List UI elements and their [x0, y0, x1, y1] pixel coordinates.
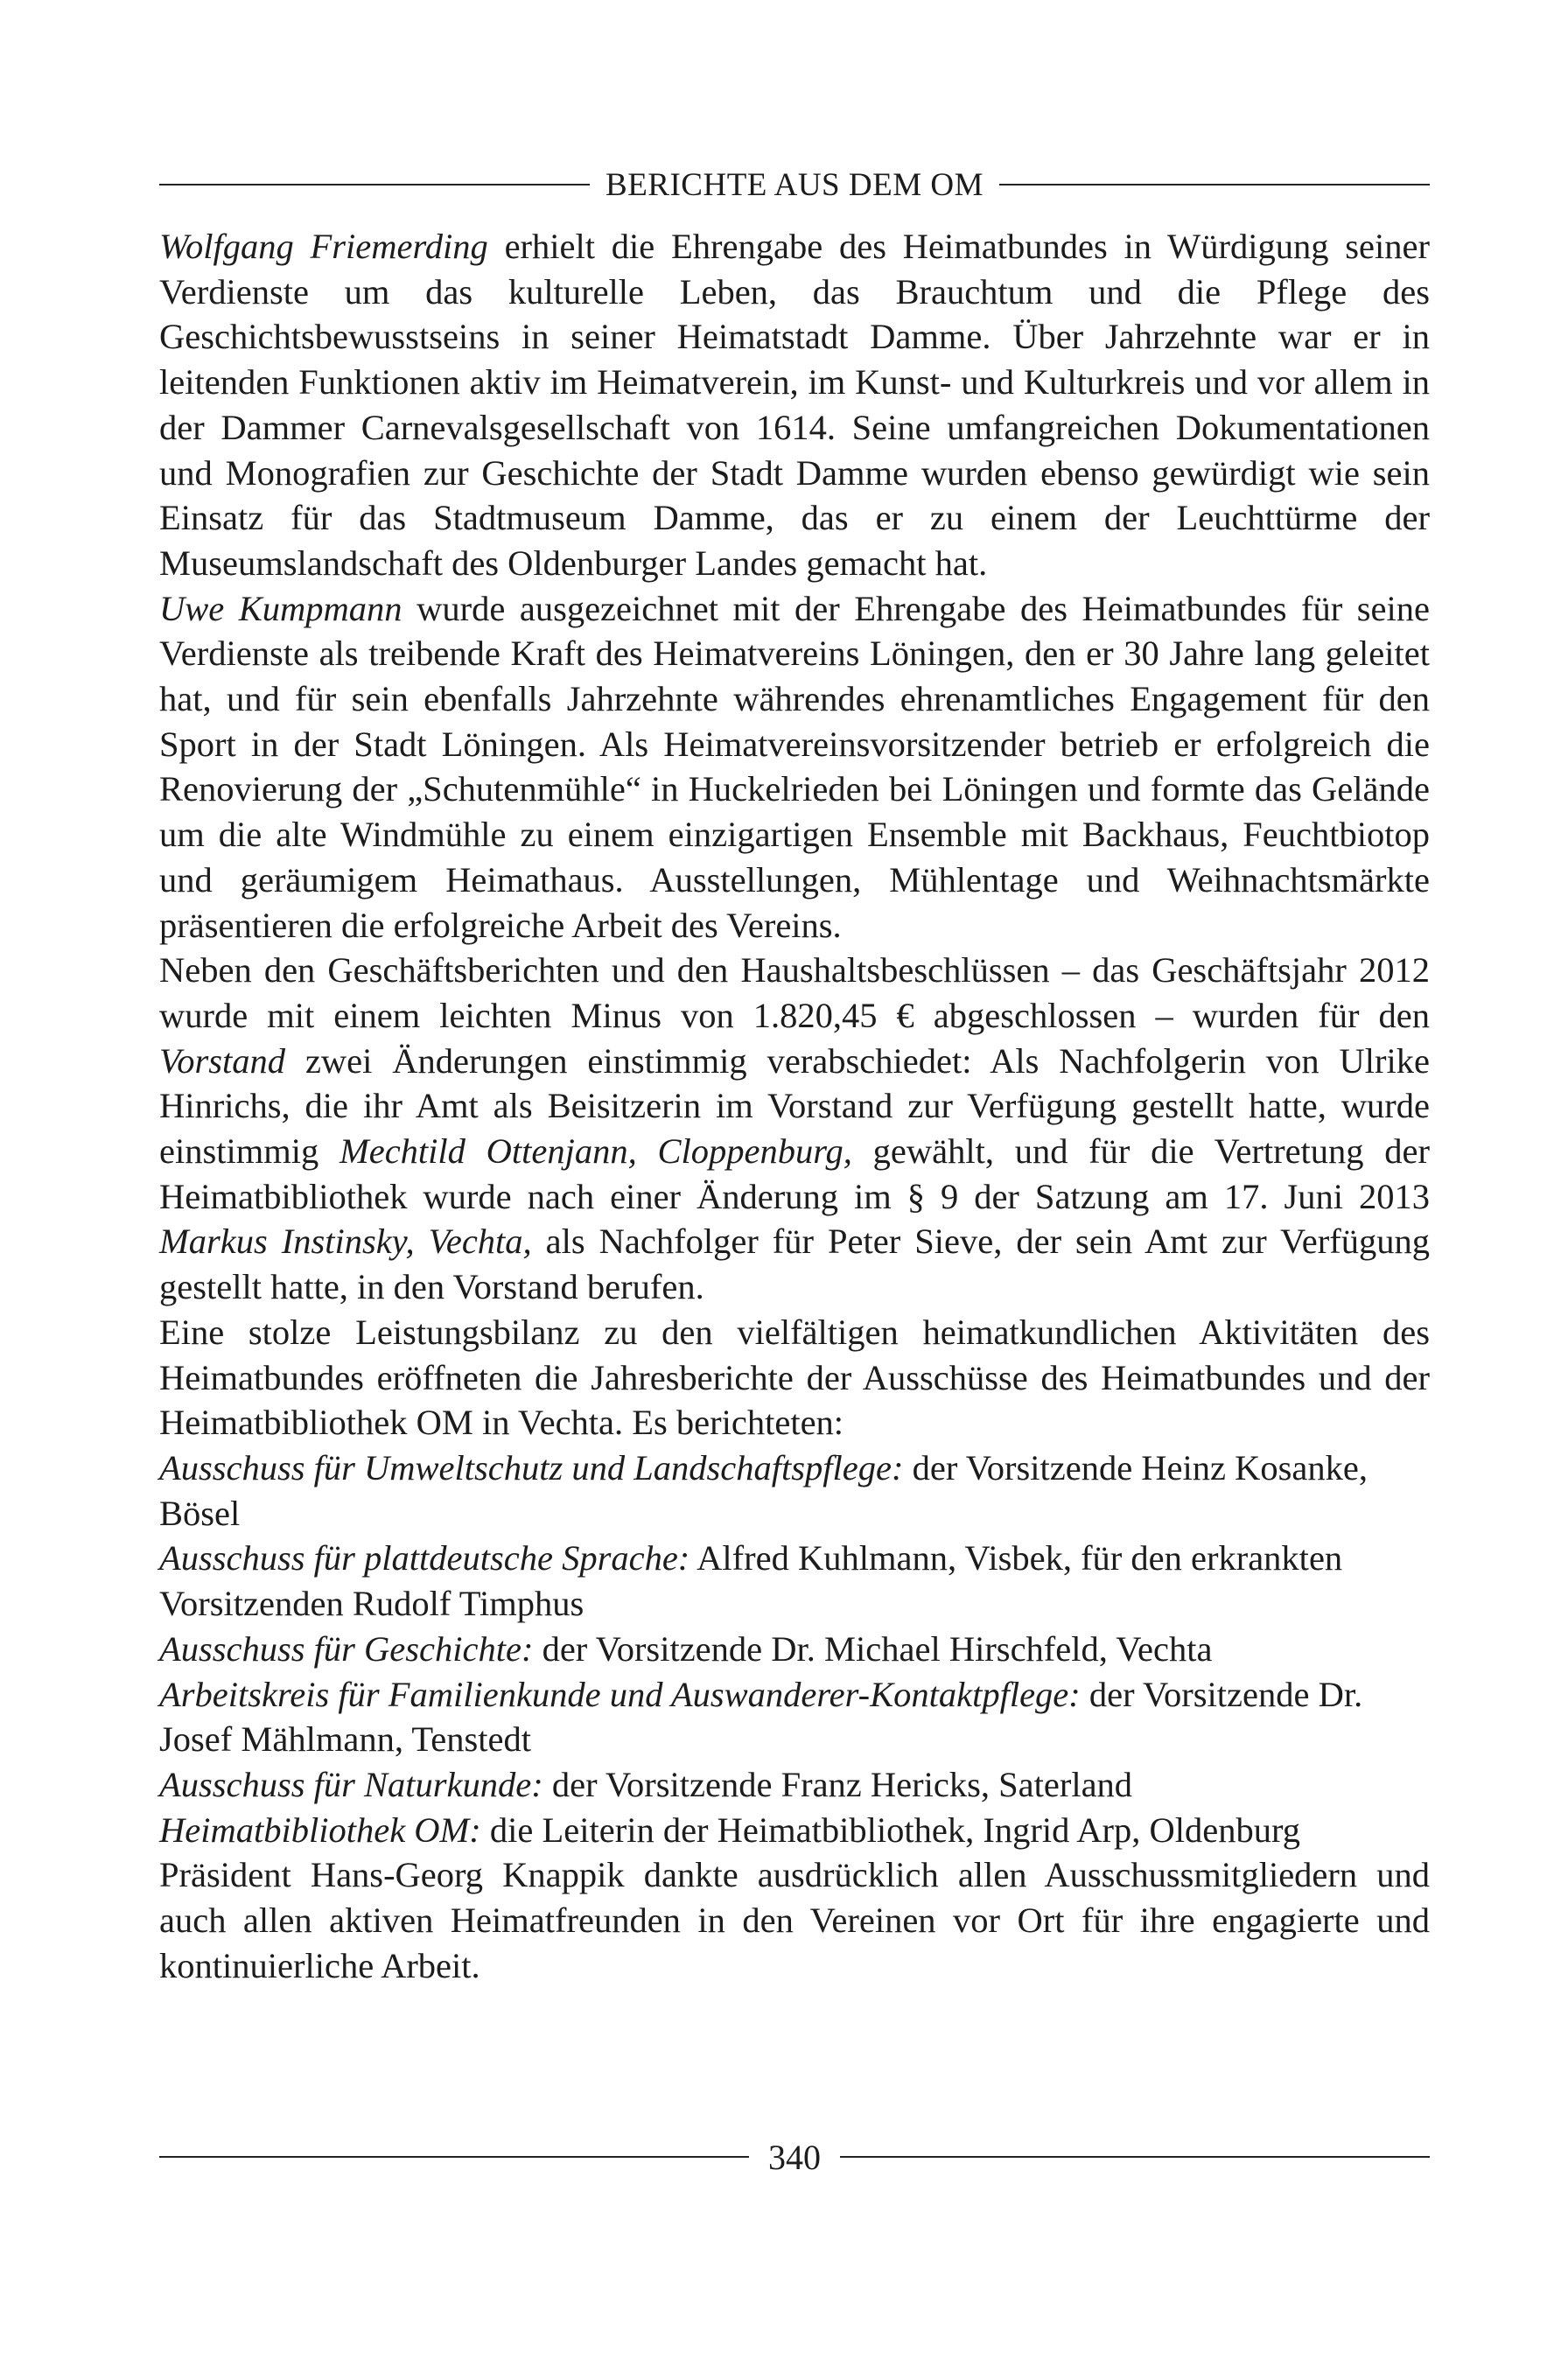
body-text: [159, 224, 1430, 1988]
paragraph-text: gewählt, und für die Vertretung der Heimatbibliothek wurde nach einer Änderung im § 9 der Satzung am 17. Juni 2013: [159, 1131, 1430, 1216]
page-number: 340: [768, 2137, 821, 2177]
paragraph-reports-intro: [159, 1310, 1430, 1446]
paragraph-friemerding: [159, 224, 1430, 586]
paragraph-text: Präsident Hans-Georg Knappik dankte ausdrücklich allen Ausschussmitgliedern und auch allen aktiven Heimatfreunden in den Vereinen vor Ort für ihre engagierte und kontinuierliche Arbeit.: [159, 1855, 1430, 1985]
committee-text: der Vorsitzende Dr. Michael Hirschfeld, Vechta: [533, 1628, 1213, 1669]
committee-entry: [159, 1446, 1430, 1536]
committee-entry: [159, 1627, 1430, 1672]
person-name: Mechtild Ottenjann, Cloppenburg,: [339, 1131, 852, 1172]
person-name: Uwe Kumpmann: [159, 588, 402, 628]
committee-entry: [159, 1672, 1430, 1762]
committee-label: Ausschuss für Geschichte:: [159, 1628, 534, 1669]
committee-label: Ausschuss für Umweltschutz und Landschaftspflege:: [159, 1447, 904, 1488]
committee-label: Ausschuss für plattdeutsche Sprache:: [159, 1538, 690, 1578]
paragraph-text: Eine stolze Leistungsbilanz zu den vielfältigen heimatkundlichen Aktivitäten des Heimatbundes eröffneten die Jahresberichte der Ausschüsse des Heimatbundes und der Heimatbibliothek OM in Vechta. Es berichteten:: [159, 1312, 1430, 1443]
paragraph-closing: [159, 1852, 1430, 1988]
italic-term: Vorstand: [159, 1040, 286, 1081]
committee-label: Ausschuss für Naturkunde:: [159, 1764, 543, 1804]
paragraph-text: erhielt die Ehrengabe des Heimatbundes in Würdigung seiner Verdienste um das kulturelle Leben, das Brauchtum und die Pflege des Geschichtsbewusstseins in seiner Heimatstadt Damme. Über Jahrzehnte war er in leitenden Funktionen aktiv im Heimatverein, im Kunst- und Kulturkreis und vor allem in der Dammer Carnevalsgesellschaft von 1614. Seine umfangreichen Dokumentationen und Monografien zur Geschichte der Stadt Damme wurden ebenso gewürdigt wie sein Einsatz für das Stadtmuseum Damme, das er zu einem der Leuchttürme der Museumslandschaft des Oldenburger Landes gemacht hat.: [159, 227, 1430, 583]
header-rule-right: [999, 184, 1430, 186]
running-header: [159, 164, 1430, 205]
committee-entry: [159, 1808, 1430, 1853]
footer-rule-right: [840, 2156, 1430, 2158]
committee-text: Alfred Kuhlmann, Visbek, für den erkrankten Vorsitzenden Rudolf Timphus: [159, 1538, 1343, 1624]
committee-text: der Vorsitzende Dr. Josef Mählmann, Tenstedt: [159, 1674, 1363, 1760]
committee-text: die Leiterin der Heimatbibliothek, Ingrid Arp, Oldenburg: [480, 1810, 1300, 1850]
header-title: BERICHTE AUS DEM OM: [606, 166, 984, 203]
paragraph-text: als Nachfolger für Peter Sieve, der sein Amt zur Verfügung gestellt hatte, in den Vorstand berufen.: [159, 1222, 1430, 1307]
page-footer: [159, 2135, 1430, 2179]
paragraph-text: wurde ausgezeichnet mit der Ehrengabe des Heimatbundes für seine Verdienste als treibende Kraft des Heimatvereins Löningen, den er 30 Jahre lang geleitet hat, und für sein ebenfalls Jahrzehnte währendes ehrenamtliches Engagement für den Sport in der Stadt Löningen. Als Heimatvereinsvorsitzender betrieb er erfolgreich die Renovierung der „Schutenmühle“ in Huckelrieden bei Löningen und formte das Gelände um die alte Windmühle zu einem einzigartigen Ensemble mit Backhaus, Feuchtbiotop und geräumigem Heimathaus. Ausstellungen, Mühlentage und Weihnachtsmärkte präsentieren die erfolgreiche Arbeit des Vereins.: [159, 588, 1430, 945]
committee-text: der Vorsitzende Franz Hericks, Saterland: [542, 1764, 1133, 1804]
header-rule-left: [159, 184, 590, 186]
paragraph-board: [159, 948, 1430, 1310]
footer-rule-left: [159, 2156, 749, 2158]
document-page: [159, 0, 1430, 2359]
committee-entry: [159, 1762, 1430, 1808]
committee-text: der Vorsitzende Heinz Kosanke, Bösel: [159, 1447, 1368, 1533]
committee-entry: [159, 1536, 1430, 1626]
person-name: Wolfgang Friemerding: [159, 227, 488, 266]
person-name: Markus Instinsky, Vechta,: [159, 1222, 532, 1262]
paragraph-kumpmann: [159, 586, 1430, 948]
paragraph-text: Neben den Geschäftsberichten und den Haushaltsbeschlüssen – das Geschäftsjahr 2012 wurde mit einem leichten Minus von 1.820,45 € abgeschlossen – wurden für den: [159, 950, 1430, 1035]
committee-label: Heimatbibliothek OM:: [159, 1810, 481, 1850]
paragraph-text: zwei Änderungen einstimmig verabschiedet: Als Nachfolgerin von Ulrike Hinrichs, die ihr Amt als Beisitzerin im Vorstand zur Verfügung gestellt hatte, wurde einstimmig: [159, 1040, 1430, 1172]
committee-label: Arbeitskreis für Familienkunde und Auswanderer-Kontaktpflege:: [159, 1674, 1081, 1714]
